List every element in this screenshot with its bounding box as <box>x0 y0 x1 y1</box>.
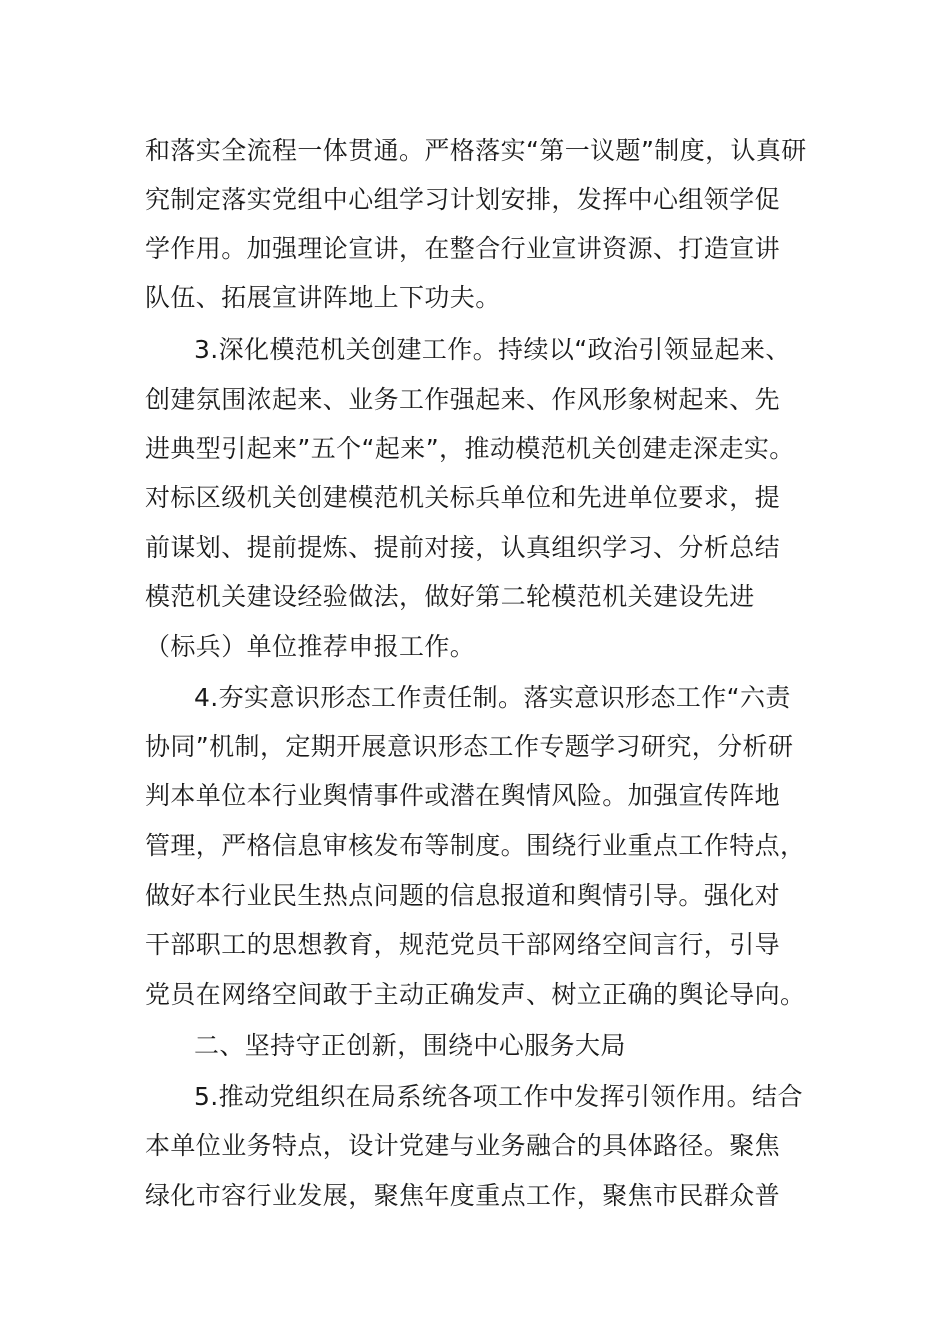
text-line: 做好本行业民生热点问题的信息报道和舆情引导。强化对 <box>145 881 781 910</box>
text-line: 协同”机制，定期开展意识形态工作专题学习研究，分析研 <box>145 732 794 761</box>
text-line: 干部职工的思想教育，规范党员干部网络空间言行，引导 <box>145 930 781 959</box>
text-line: 队伍、拓展宣讲阵地上下功夫。 <box>145 283 501 312</box>
text-line: 判本单位本行业舆情事件或潜在舆情风险。加强宣传阵地 <box>145 781 781 810</box>
text-line: 4.夯实意识形态工作责任制。落实意识形态工作“六责 <box>194 683 791 712</box>
text-line: 学作用。加强理论宣讲，在整合行业宣讲资源、打造宣讲 <box>145 234 781 263</box>
text-line: 3.深化模范机关创建工作。持续以“政治引领显起来、 <box>194 335 791 364</box>
text-line: 前谋划、提前提炼、提前对接，认真组织学习、分析总结 <box>145 533 781 562</box>
text-line: 进典型引起来”五个“起来”，推动模范机关创建走深走实。 <box>145 434 795 463</box>
text-line: 对标区级机关创建模范机关标兵单位和先进单位要求，提 <box>145 483 781 512</box>
text-line: 究制定落实党组中心组学习计划安排，发挥中心组领学促 <box>145 185 781 214</box>
text-line: （标兵）单位推荐申报工作。 <box>145 632 476 661</box>
text-line: 党员在网络空间敢于主动正确发声、树立正确的舆论导向。 <box>145 980 806 1009</box>
text-line: 创建氛围浓起来、业务工作强起来、作风形象树起来、先 <box>145 385 781 414</box>
text-line: 管理，严格信息审核发布等制度。围绕行业重点工作特点， <box>145 831 806 860</box>
text-line: 5.推动党组织在局系统各项工作中发挥引领作用。结合 <box>194 1082 803 1111</box>
text-line: 模范机关建设经验做法，做好第二轮模范机关建设先进 <box>145 582 755 611</box>
text-line: 绿化市容行业发展，聚焦年度重点工作，聚焦市民群众普 <box>145 1181 781 1210</box>
section-heading: 二、坚持守正创新，围绕中心服务大局 <box>194 1031 626 1060</box>
text-line: 本单位业务特点，设计党建与业务融合的具体路径。聚焦 <box>145 1131 781 1160</box>
text-line: 和落实全流程一体贯通。严格落实“第一议题”制度，认真研 <box>145 136 807 165</box>
